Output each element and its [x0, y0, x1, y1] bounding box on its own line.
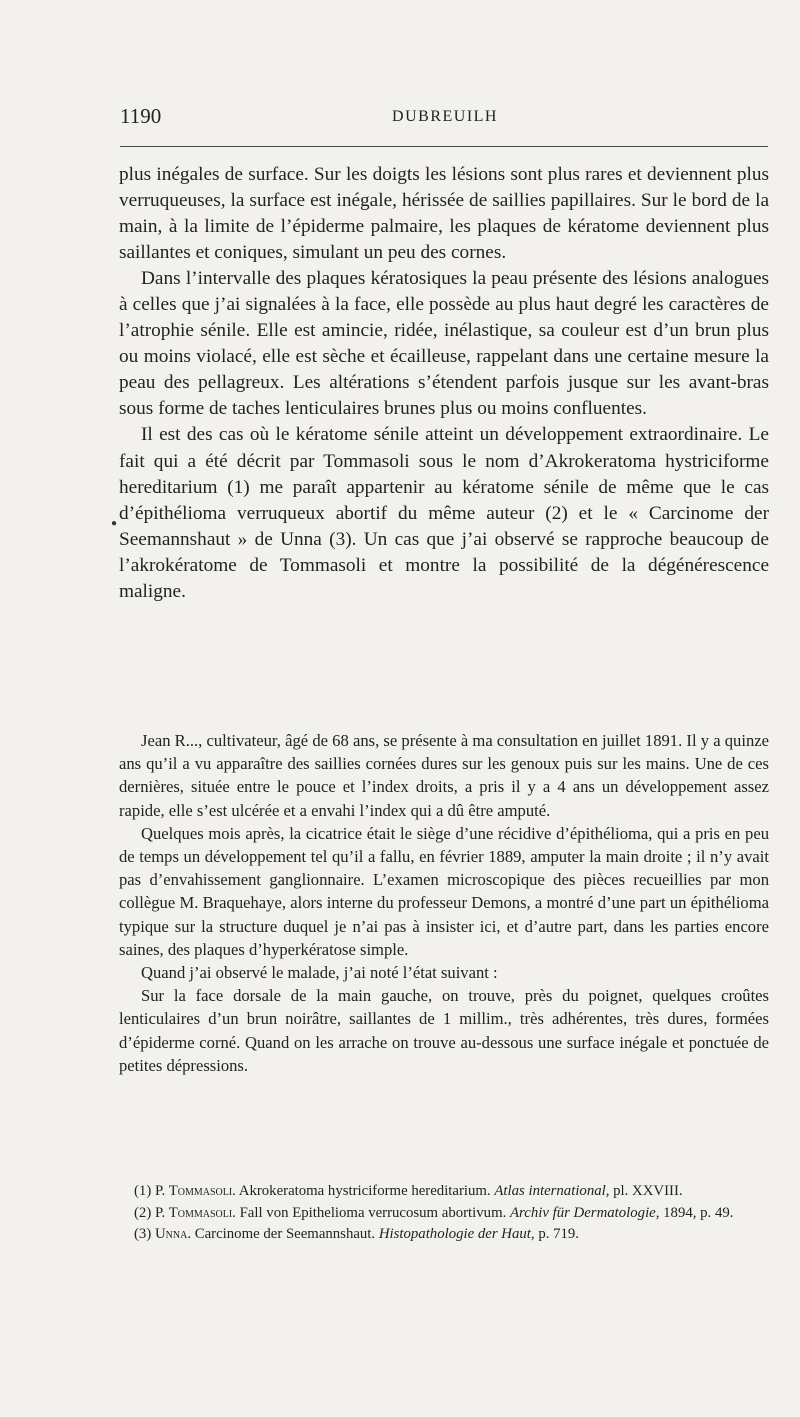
page-header [120, 100, 770, 140]
footnote-title: Fall von Epithelioma verrucosum abortivum. [239, 1204, 507, 1221]
footnote-author: P. Tommasoli. [154, 1204, 236, 1221]
footnote-number: (2) [134, 1204, 152, 1221]
footnote-3 [119, 1224, 769, 1246]
header-rule [120, 146, 768, 147]
footnote-2 [119, 1203, 769, 1225]
footnotes [119, 1181, 769, 1246]
paragraph-tommasoli: Il est des cas où le kératome sénile atteint un développement extraordinaire. Le fait qui a été décrit par Tommasoli sous le nom d’Akrokeratoma hystriciforme hereditarium (1) me paraît appartenir au kératome sénile de même que le cas d’épithélioma verruqueux abortif du même auteur (2) et le « Carcinome der Seemannshaut » de Unna (3). Un cas que j’ai observé se rapproche beaucoup de l’akrokératome de Tommasoli et montre la possibilité de la dégénérescence maligne. [119, 424, 769, 602]
footnote-end: 1894, p. 49. [663, 1204, 734, 1221]
paragraph-atrophie: Dans l’intervalle des plaques kératosiques la peau présente des lésions analogues à celles que j’ai signalées à la face, elle possède au plus haut degré les caractères de l’atrophie sénile. Elle est amincie, ridée, inélastique, sa couleur est d’un brun plus ou moins violacé, elle est sèche et écailleuse, rappelant dans une certaine mesure la peau des pellagreux. Les altérations s’étendent parfois jusque sur les avant-bras sous forme de taches lenticulaires brunes plus ou moins confluentes. [119, 268, 769, 420]
case-paragraph-etat: Quand j’ai observé le malade, j’ai noté l’état suivant : [141, 963, 498, 983]
footnote-end: p. 719. [538, 1226, 580, 1242]
running-head: DUBREUILH [392, 108, 498, 125]
footnote-end: pl. XXVIII. [613, 1183, 683, 1199]
margin-mark: ● [111, 518, 118, 529]
footnote-title: Carcinome der Seemannshaut. [194, 1226, 376, 1242]
case-report [119, 729, 769, 1077]
case-paragraph-main-gauche: Sur la face dorsale de la main gauche, on trouve, près du poignet, quelques croûtes lenticulaires d’un brun noirâtre, saillantes de 1 millim., très adhérentes, très dures, formées d’épiderme corné. Quand on les arrache on trouve au-dessous une surface inégale et ponctuée de petites dépressions. [119, 986, 769, 1075]
footnote-source: Histopathologie der Haut, [378, 1226, 535, 1242]
footnote-number: (1) [134, 1183, 152, 1199]
footnote-source: Archiv für Dermatologie, [510, 1204, 660, 1221]
footnote-number: (3) [134, 1226, 152, 1242]
case-paragraph-history: Jean R..., cultivateur, âgé de 68 ans, se présente à ma consultation en juillet 1891. Il y a quinze ans qu’il a vu apparaître des saillies cornées dures sur les genoux puis sur les mains. Une de ces dernières, située entre le pouce et l’index droits, a pris il y a 4 ans un développement assez rapide, elle s’est ulcérée et a envahi l’index qui a dû être amputé. [119, 731, 769, 820]
page-number: 1190 [120, 104, 162, 128]
footnote-source: Atlas international, [494, 1183, 610, 1199]
footnote-author: P. Tommasoli. [154, 1183, 236, 1199]
footnote-1 [119, 1181, 769, 1203]
footnote-title: Akrokeratoma hystriciforme hereditarium. [238, 1183, 491, 1199]
paragraph-continued: plus inégales de surface. Sur les doigts les lésions sont plus rares et deviennent plus verruqueuses, la surface est inégale, hérissée de saillies papillaires. Sur le bord de la main, à la limite de l’épiderme palmaire, les plaques de kératome deviennent plus saillantes et coniques, simulant un peu des cornes. [119, 164, 769, 264]
case-paragraph-recidive: Quelques mois après, la cicatrice était le siège d’une récidive d’épithélioma, qui a pris en peu de temps un développement tel qu’il a fallu, en février 1889, amputer la main droite ; il n’y avait pas d’envahissement ganglionnaire. L’examen microscopique des pièces recueillies par mon collègue M. Braquehaye, alors interne du professeur Demons, a montré d’une part un épithélioma typique sur la structure duquel je n’ai pas à insister ici, et d’autre part, dans les parties encore saines, des plaques d’hyperkératose simple. [119, 823, 769, 959]
footnote-author: Unna. [154, 1226, 192, 1242]
main-text [119, 162, 769, 605]
